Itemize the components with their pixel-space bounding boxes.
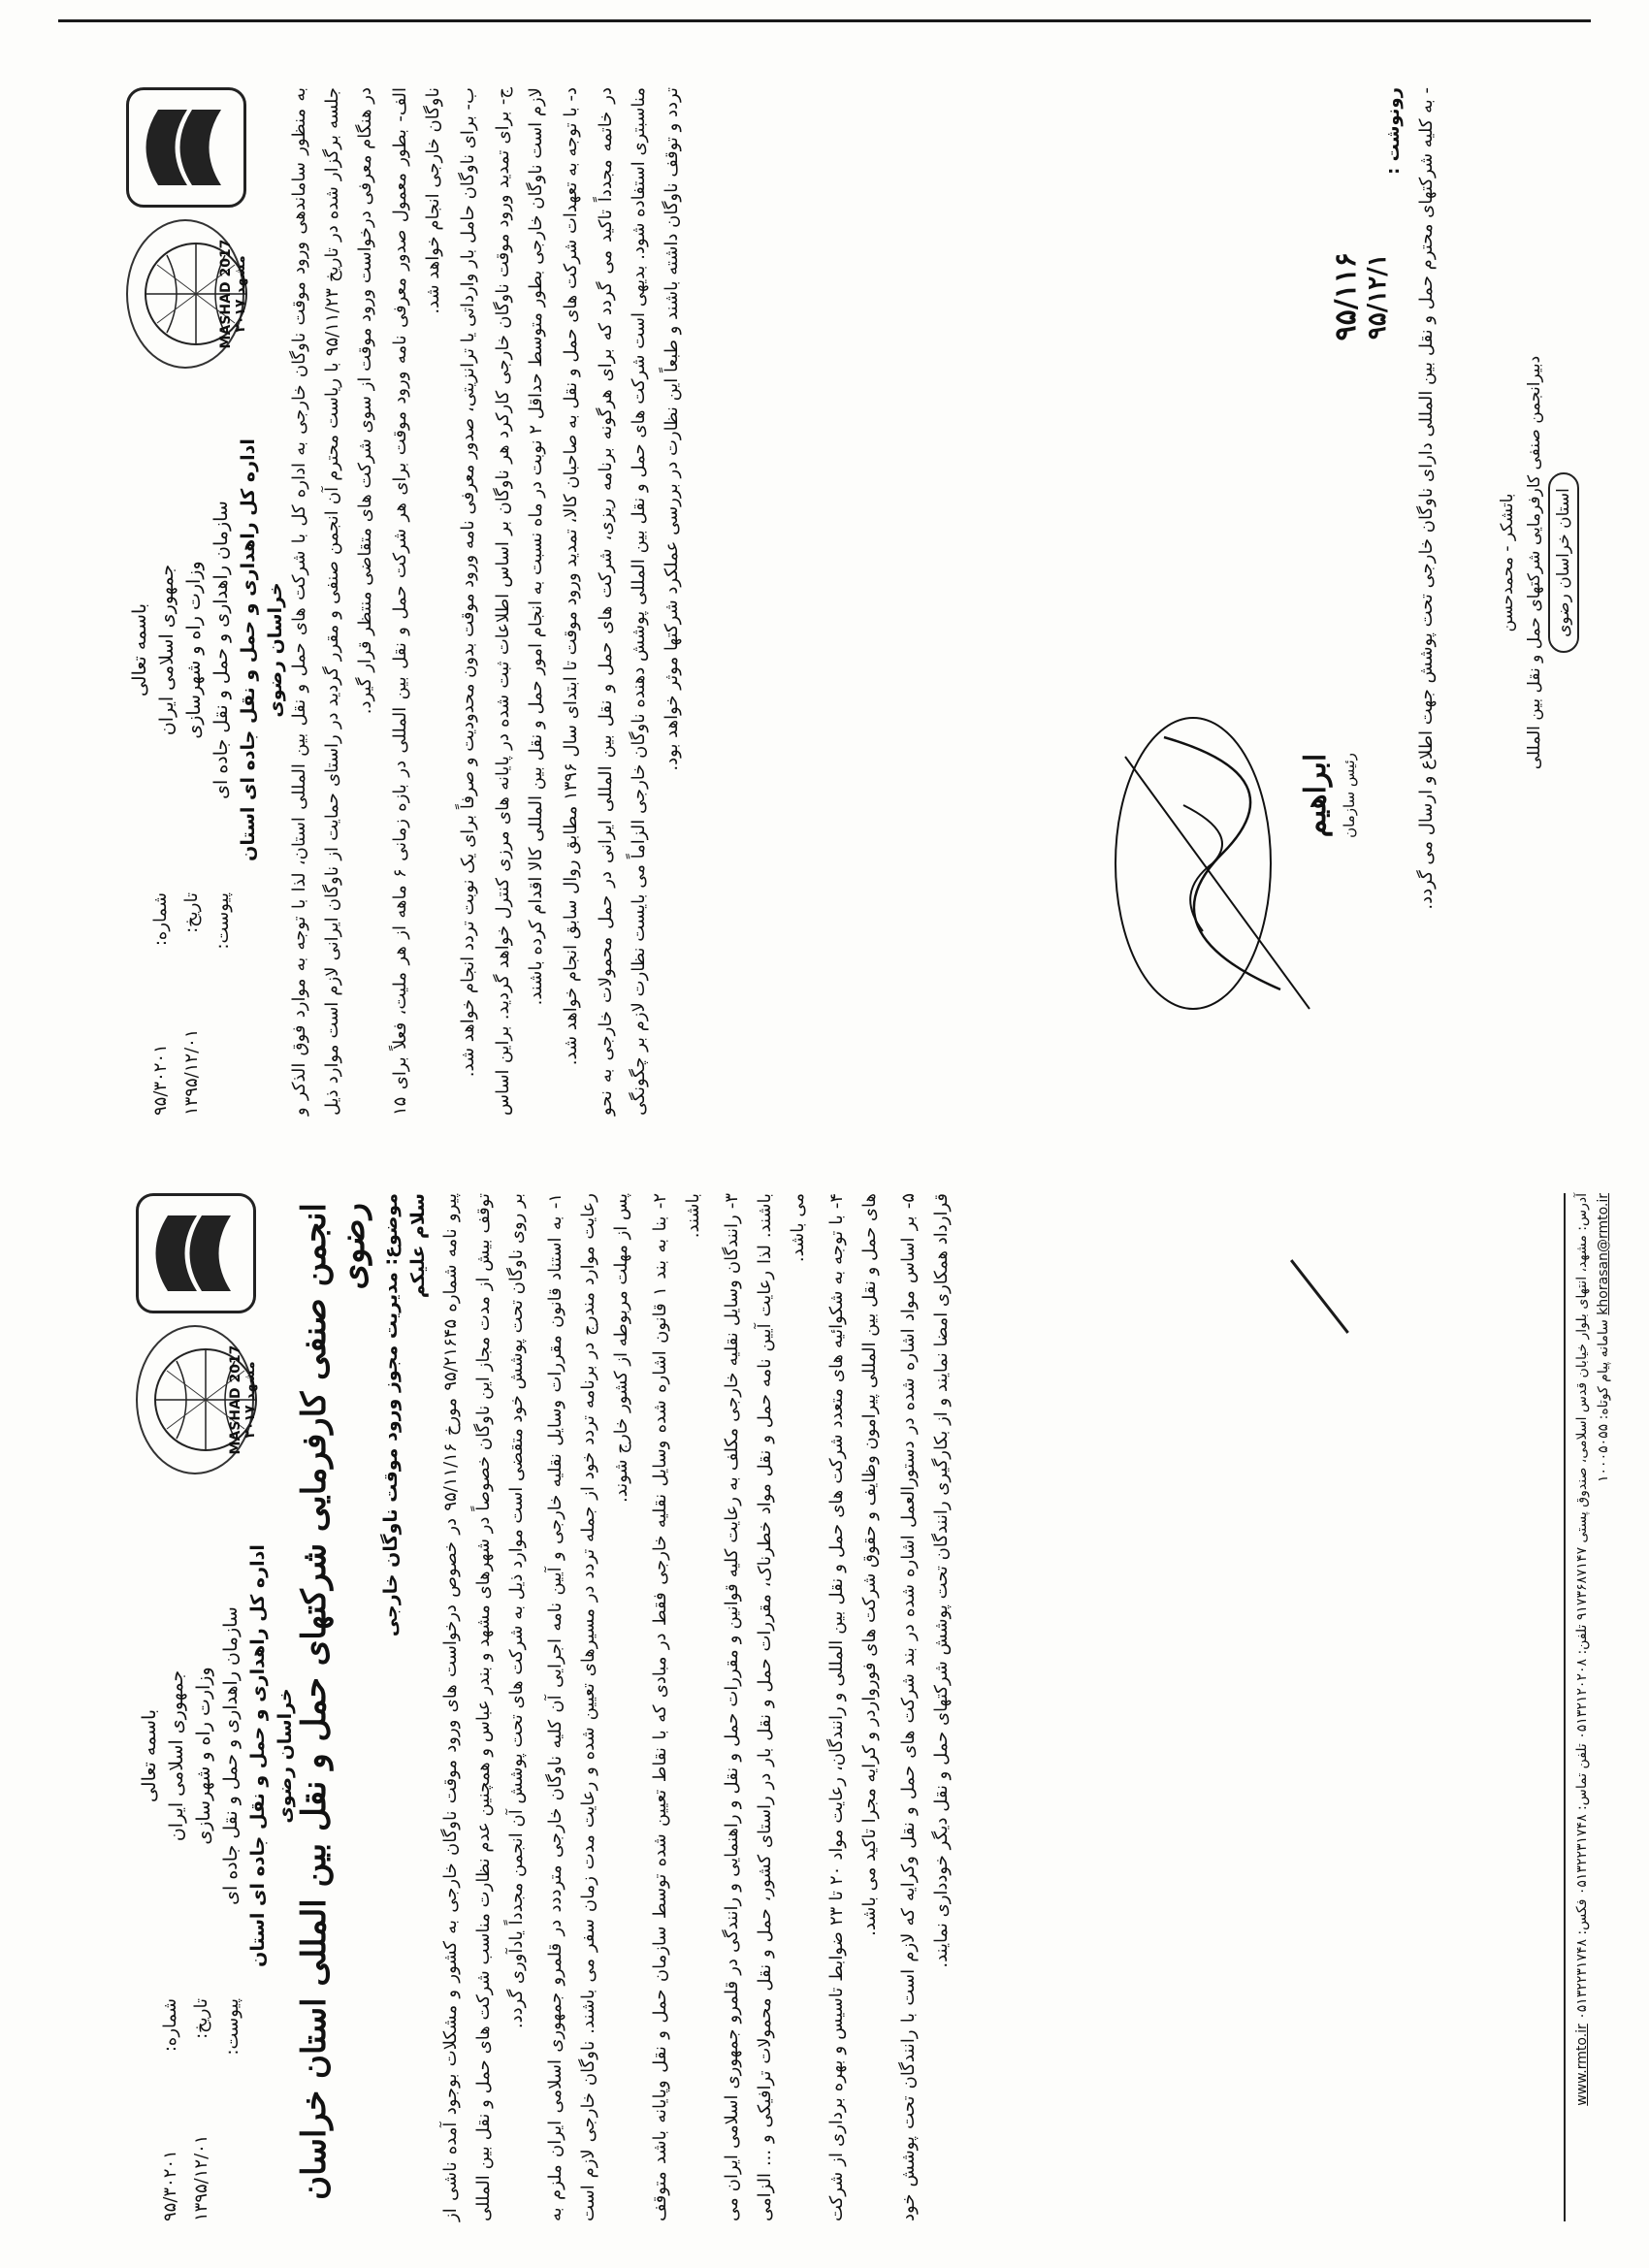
rmto-logo-icon [129, 90, 243, 205]
recipient-title: انجمن صنفی کارفرمایی شرکتهای حمل و نقل بین المللی استان خراسان رضوی [295, 1203, 372, 2200]
greeting: سلام علیکم [407, 1193, 429, 1299]
letter-subject: موضوع: مدیریت مجوز ورود موقت ناوگان خارجی [380, 1193, 402, 1637]
letter-body [283, 78, 689, 1125]
ministry-name: وزارت راه و شهرسازی [183, 561, 205, 739]
letter-meta [155, 1998, 248, 2221]
bismillah: باسمه تعالی [139, 1708, 160, 1803]
org-heading [126, 427, 289, 873]
date-label: تاریخ: [191, 1998, 211, 2039]
signature-caption: رئیس سازمان [1341, 753, 1358, 838]
attachment-label: پیوست: [222, 1998, 242, 2056]
body-paragraph: الف- بطور معمول صدور معرفی نامه ورود موقت برای هر شرکت حمل و نقل بین المللی در بازه زمانی ۶ ماهه از هر ملیت، فعلاً برای ۱۵ ناوگان خارجی انجام خواهد شد. [390, 86, 443, 1116]
letter-footer [1564, 1193, 1614, 2221]
department-name: اداره کل راهداری و حمل و نقل جاده ای استان خراسان رضوی [238, 438, 286, 861]
badge-text [219, 221, 248, 367]
date-value: ۱۳۹۵/۱۲/۰۱ [181, 1028, 202, 1116]
numbered-item: ۳- رانندگان وسایل نقلیه خارجی مکلف به رعایت کلیه قوانین و مقررات حمل و نقل و راهنمایی و رانندگی در قلمرو جمهوری اسلامی ایران می باشند. لذا رعایت آیین نامه حمل و نقل مواد خطرناک، مقررات حمل و نقل بار در راستای کشور، حمل و نقل محمولات ترافیکی و ... الزامی می باشد. [722, 1193, 808, 2221]
copy-line: - به کلیه شرکتهای محترم حمل و نقل بین المللی دارای ناوگان خارجی تحت پوشش جهت اطلاع و ارسال می گردد. [1416, 87, 1437, 910]
attachment-row [208, 892, 239, 1116]
intro-paragraph: پیرو نامه شماره ۹۵/۲۱۶۴۵ مورخ ۹۵/۱۱/۱۶ در خصوص درخواست های ورود موقت ناوگان خارجی به کشور و مشکلات بوجود آمده ناشی از توقف بیش از مدت مجاز این ناوگان خصوصاً در شهرهای مشهد و بندر عباس و همچنین عدم نظارت مناسب شرکت های حمل و نقل بین المللی بر روی ناوگان تحت پوشش خود متقضی است موارد ذیل به شرکت های تحت پوشش آن انجمن مجدداً یادآوری گردد. [440, 1193, 527, 2221]
numbered-item: ۲- بنا به بند ۱ قانون اشاره شده وسایل نقلیه خارجی فقط در مبادی که با نقاط تعیین شده توسط سازمان حمل و نقل وپایانه باشد متوقف باشند. [650, 1192, 703, 2221]
date-row [186, 1998, 217, 2221]
association-signature [1494, 291, 1579, 834]
footer-sms: سامانه پیام کوتاه: ۱۰۰۰۵۰۵۵ [1596, 1319, 1611, 1482]
footer-website: www.rmto.ir [1574, 2024, 1590, 2106]
body-paragraph: د- با توجه به تعهدات شرکت های حمل و نقل به صاحبان کالا، تمدید ورود موقت تا ابتدای سال ۱۳۹۶ مطابق روال سابق انجام خواهد شد. [561, 87, 581, 1066]
rmto-logo [126, 87, 246, 208]
republic-name: جمهوری اسلامی ایران [166, 1669, 187, 1842]
scan-top-line [58, 19, 1591, 22]
number-label: شماره: [150, 892, 171, 947]
rmto-logo [136, 1193, 256, 1313]
numbered-item: ۱- به استناد قانون مقررات وسایل نقلیه خارجی و آیین نامه اجرایی آن کلیه ناوگان خارجی مترددد در قلمرو جمهوری اسلامی ایران ملزم به رعایت موارد مندرج در برنامه تردد خود از جمله تردد در مسیرهای تعیین شده و رعایت مدت زمان سفر می باشند. ناوگان خارجی لازم است پس از مهلت مربوطه از کشور خارج شوند. [545, 1193, 631, 2221]
badge-line1: MASHAD 2017 [228, 1345, 243, 1455]
bismillah: باسمه تعالی [129, 602, 150, 697]
number-label: شماره: [160, 1998, 180, 2053]
letter-header [126, 1183, 296, 2231]
association-title: دبیرانجمن صنفی کارفرمایی شرکتهای حمل و نقل بین المللی [1525, 355, 1544, 770]
numbered-item: ۴- با توجه به شکوائیه های متعدد شرکت های حمل و نقل بین المللی و رانندگان، رعایت مواد ۲۰ تا ۲۳ ضوابط تاسیس و بهره برداری از شرکت های حمل و نقل بین المللی پیرامون وظایف و حقوق شرکت های فورواردر و کرایه مجرا تاکید می باشد. [826, 1193, 880, 2221]
letter-header [116, 78, 286, 1125]
organization-name: سازمان راهداری و حمل و نقل جاده ای [210, 501, 232, 799]
date-value: ۱۳۹۵/۱۲/۰۱ [191, 2134, 211, 2221]
association-province: استان خراسان رضوی [1548, 472, 1579, 653]
org-heading [136, 1533, 299, 1979]
badge-text [229, 1327, 258, 1473]
number-value: ۹۵/۳۰۲۰۱ [150, 1044, 171, 1116]
logo-group [126, 87, 246, 369]
body-paragraph: به منظور ساماندهی ورود موقت ناوگان خارجی به اداره کل با شرکت های حمل و نقل بین المللی استان، لذا با توجه به موارد فوق الذکر و جلسه برگزار شده در تاریخ ۹۵/۱۱/۲۳ با ریاست محترم آن انجمن صنفی و مقرر گردید در راستای حمایت از ناوگان ایرانی لازم است موارد ذیل در هنگام معرفی درخواست ورود موقت از سوی شرکت های متقاضی منتظر قرار گیرد. [289, 87, 375, 1116]
footer-address: آدرس: مشهد، انتهای بلوار خیابان قدس اسلامی، صندوق پستی ۹۱۷۳۶۸۷۱۴۷ تلفن: ۰۵۱۳۲۱۲۰۲۰۸ تلفن تماس: ۰۵۱۳۲۲۳۱۷۴۸ فکس: ۰۵۱۳۲۲۳۱۷۴۸ [1574, 1193, 1590, 2020]
footer-email: khorasan@rmto.ir [1596, 1193, 1611, 1315]
body-paragraph: ب- برای ناوگان حامل بار وارداتی یا ترانزیتی، صدور معرفی نامه ورود موقت بدون محدودیت و صرفاً برای یک نوبت تردد انجام خواهد شد. [458, 87, 478, 1078]
body-paragraph: ج- برای تمدید ورود موقت ناوگان خارجی کارکرد هر ناوگان بر اساس اطلاعات ثبت شده در پایانه های مرزی کنترل خواهد گردید. براین اساس لازم است ناوگان خارجی بطور متوسط حداقل ۲ نوبت در ماه نسبت به انجام امور حمل و نقل بین المللی کالا اقدام کرده باشند. [493, 87, 546, 1116]
number-row [146, 892, 177, 1116]
number-row [155, 1998, 186, 2221]
attachment-row [217, 1998, 248, 2221]
badge-line1: MASHAD 2017 [218, 239, 234, 349]
logo-group [136, 1193, 256, 1474]
rmto-logo-icon [139, 1196, 253, 1311]
thanks-line: باتشکر - محمدحسن [1498, 493, 1517, 632]
receipt-handwriting [1329, 252, 1392, 341]
mashhad-2017-badge [136, 1325, 258, 1474]
numbered-item: ۵- بر اساس مواد اشاره شده در دستورالعمل اشاره شده در بند شرکت های حمل و نقل وکرایه که لازم است با رانندگان تحت پوشش خود قرارداد همکاری امضا نمایند و از بکارگیری رانندگان تحت پوشش شرکتهای حمل و نقل دیگر خودداری نمایند. [898, 1193, 952, 2221]
organization-name: سازمان راهداری و حمل و نقل جاده ای [220, 1606, 242, 1905]
body-paragraph: در خاتمه مجدداً تاکید می گردد که برای هرگونه برنامه ریزی، شرکت های حمل و نقل بین المللی ایرانی در حمل محمولات خارجی به نحو مناسبتری استفاده شود. بدیهی است شرکت های حمل و نقل بین المللی پوشش دهنده ناوگان خارجی الزاماً می بایست نظارت لازم بر چگونگی تردد و توقف ناوگان داشته باشند و طبعاً این نظارت در بررسی عملکرد شرکتها موثر خواهد بود. [596, 87, 682, 1116]
republic-name: جمهوری اسلامی ایران [156, 564, 178, 736]
signature-block [1300, 611, 1366, 980]
number-value: ۹۵/۳۰۲۰۱ [160, 2150, 180, 2221]
letter-page-2 [116, 78, 1610, 1125]
receipt-number: ۹۵/۱۱۶ [1329, 252, 1363, 341]
date-label: تاریخ: [181, 892, 202, 933]
copy-label: رونوشت : [1383, 87, 1404, 175]
letter-page-1 [126, 1183, 1620, 2231]
receipt-date: ۹۵/۱۲/۱ [1363, 253, 1392, 340]
letter-meta [146, 892, 239, 1116]
copy-recipients [1377, 87, 1443, 960]
signature-name: ابراهیم [1299, 753, 1333, 838]
date-row [177, 892, 208, 1116]
ministry-name: وزارت راه و شهرسازی [193, 1667, 214, 1845]
attachment-label: پیوست: [212, 892, 233, 950]
badge-line2: مشهد ۲۰۱۷ [242, 1361, 258, 1439]
badge-line2: مشهد ۲۰۱۷ [233, 255, 248, 333]
mashhad-2017-badge [126, 219, 248, 369]
department-name: اداره کل راهداری و حمل و نقل جاده ای استان خراسان رضوی [247, 1544, 296, 1967]
